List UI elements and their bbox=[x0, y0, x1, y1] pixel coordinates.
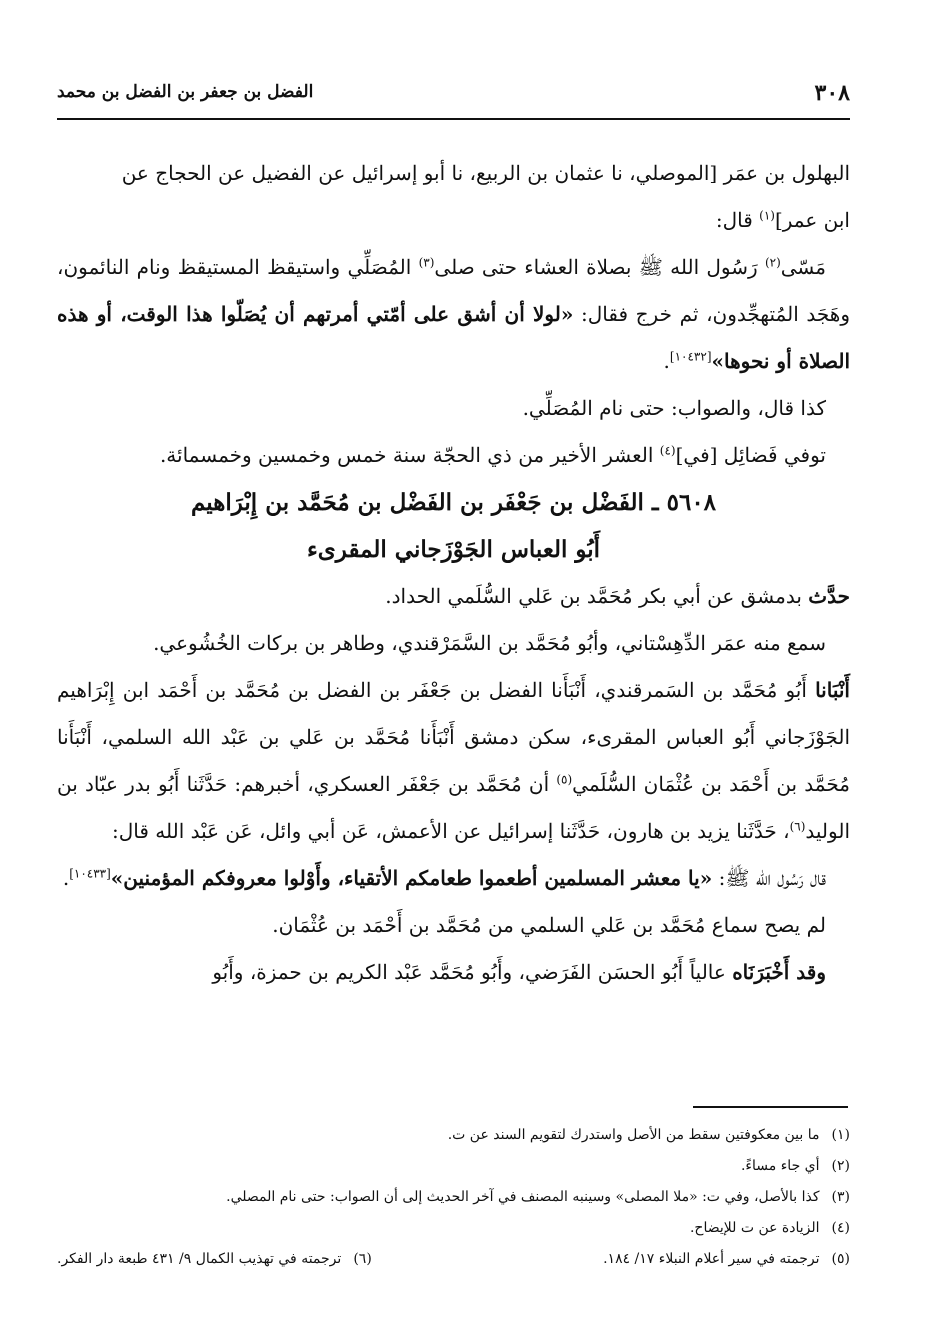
footnote-ref: (٣) bbox=[418, 255, 435, 270]
paragraph-3: كذا قال، والصواب: حتى نام المُصَلِّي. bbox=[522, 396, 826, 420]
paragraph-1: البهلول بن عمَر [الموصلي، نا عثمان بن الربيع، نا أبو إسرائيل عن الفضيل عن الحجاج عن ابن عمر]$^{(١)}$ قال: bbox=[121, 161, 850, 232]
page-number: ٣٠٨ bbox=[814, 80, 850, 106]
footnote-ref: (٦) bbox=[789, 819, 806, 834]
footnote-ref: (٥) bbox=[556, 772, 573, 787]
footnotes bbox=[57, 1120, 850, 1275]
paragraph-9: لم يصح سماع مُحَمَّد بن عَلي السلمي من مُحَمَّد بن أَحْمَد بن عُثْمَان. bbox=[272, 913, 826, 937]
paragraph-5: حدَّث بدمشق عن أبي بكر مُحَمَّد بن عَلي السُّلَمي الحداد. bbox=[385, 584, 850, 608]
paragraph-4: توفي فَضائِل [في]$^{(٤)}$ العشر الأخير من ذي الحجّة سنة خمس وخمسين وخمسمائة. bbox=[159, 443, 826, 467]
paragraph-8: قال رَسُول الله ﷺ: «يا معشر المسلمين أطعموا طعامكم الأتقياء، وأَوْلوا معروفكم المؤمنين»[١٠٤٣٣]. bbox=[62, 866, 826, 890]
hadith-number: [١٠٤٣٢] bbox=[669, 349, 712, 364]
footnote-ref: (٢) bbox=[764, 255, 781, 270]
footnote-2: (٢)أي جاء مساءً. bbox=[740, 1158, 850, 1174]
footnote-4: (٤)الزيادة عن ت للإيضاح. bbox=[689, 1220, 850, 1236]
paragraph-6: سمع منه عمَر الدِّهِسْتاني، وأبُو مُحَمَّد بن السَّمَرْقندي، وطاهر بن بركات الخُشُوعي. bbox=[153, 631, 826, 655]
entry-heading-line1: ٥٦٠٨ ـ الفَضْل بن جَعْفَر بن الفَضْل بن مُحَمَّد بن إِبْرَاهيم bbox=[190, 489, 717, 516]
footnote-5: (٥)ترجمته في سير أعلام النبلاء ١٧/ ١٨٤. bbox=[603, 1251, 850, 1267]
footnote-row-5-6 bbox=[57, 1244, 850, 1275]
hadith-text: «لولا أن أشق على أمّتي أمرتهم أن يُصَلّوا هذا الوقت، أو هذه الصلاة أو نحوها» bbox=[57, 302, 850, 373]
paragraph-2: مَسّى$^{(٢)}$ رَسُول الله ﷺ بصلاة العشاء حتى صلى$^{(٣)}$ المُصَلِّي واستيقظ المستيقظ ونام النائمون، وهَجَد المُتهجِّدون، ثم خرج فقال: «لولا أن أشق على أمّتي أمرتهم أن يُصَلّوا هذا الوقت، أو هذه الصلاة أو نحوها»[١٠٤٣٢]. bbox=[57, 255, 850, 373]
entry-heading-line2: أَبُو العباس الجَوْزَجاني المقرىء bbox=[306, 536, 601, 563]
footnote-ref: (٤) bbox=[659, 443, 676, 458]
footnote-3: (٣)كذا بالأصل، وفي ت: «ملا المصلى» وسينبه المصنف في آخر الحديث إلى أن الصواب: حتى نام المصلي. bbox=[226, 1189, 850, 1205]
paragraph-10: وقد أَخْبَرَنَاه عالياً أَبُو الحسَن الفَرَضي، وأَبُو مُحَمَّد عَبْد الكريم بن حمزة، وأَبُو bbox=[212, 960, 826, 984]
entry-heading bbox=[57, 479, 850, 573]
hadith-text: «يا معشر المسلمين أطعموا طعامكم الأتقياء، وأَوْلوا معروفكم المؤمنين» bbox=[110, 866, 713, 890]
main-text bbox=[57, 150, 850, 996]
footnote-rule bbox=[693, 1106, 848, 1108]
paragraph-7: أَنْبَانا أَبُو مُحَمَّد بن السَمرقندي، أَنْبَأَنا الفضل بن جَعْفَر بن الفضل بن مُحَمَّد بن أَحْمَد ابن إِبْرَاهيم الجَوْزَجاني أَبُو العباس المقرىء، سكن دمشق أَنْبَأَنا مُحَمَّد بن عَلي بن عَبْد الله السلمي، أَنْبَأَنا مُحَمَّد بن أَحْمَد بن عُثْمَان السُّلَمي$^{(٥)}$ أن مُحَمَّد بن جَعْفَر العسكري، أخبرهم: حَدَّثَنا أَبُو بدر عبّاد بن الوليد$^{(٦)}$، حَدَّثَنا يزيد بن هارون، حَدَّثَنا إسرائيل عن الأعمش، عَن أبي وائل، عَن عَبْد الله قال: bbox=[57, 678, 850, 843]
footnote-ref: (١) bbox=[759, 208, 775, 223]
footnote-6: (٦)ترجمته في تهذيب الكمال ٩/ ٤٣١ طبعة دار الفكر. bbox=[57, 1251, 372, 1267]
running-title: الفضل بن جعفر بن الفضل بن محمد bbox=[57, 82, 314, 102]
footnote-1: (١)ما بين معكوفتين سقط من الأصل واستدرك لتقويم السند عن ت. bbox=[447, 1127, 850, 1143]
page-header bbox=[57, 80, 850, 112]
hadith-number: [١٠٤٣٣] bbox=[69, 866, 111, 881]
header-rule bbox=[57, 118, 850, 120]
